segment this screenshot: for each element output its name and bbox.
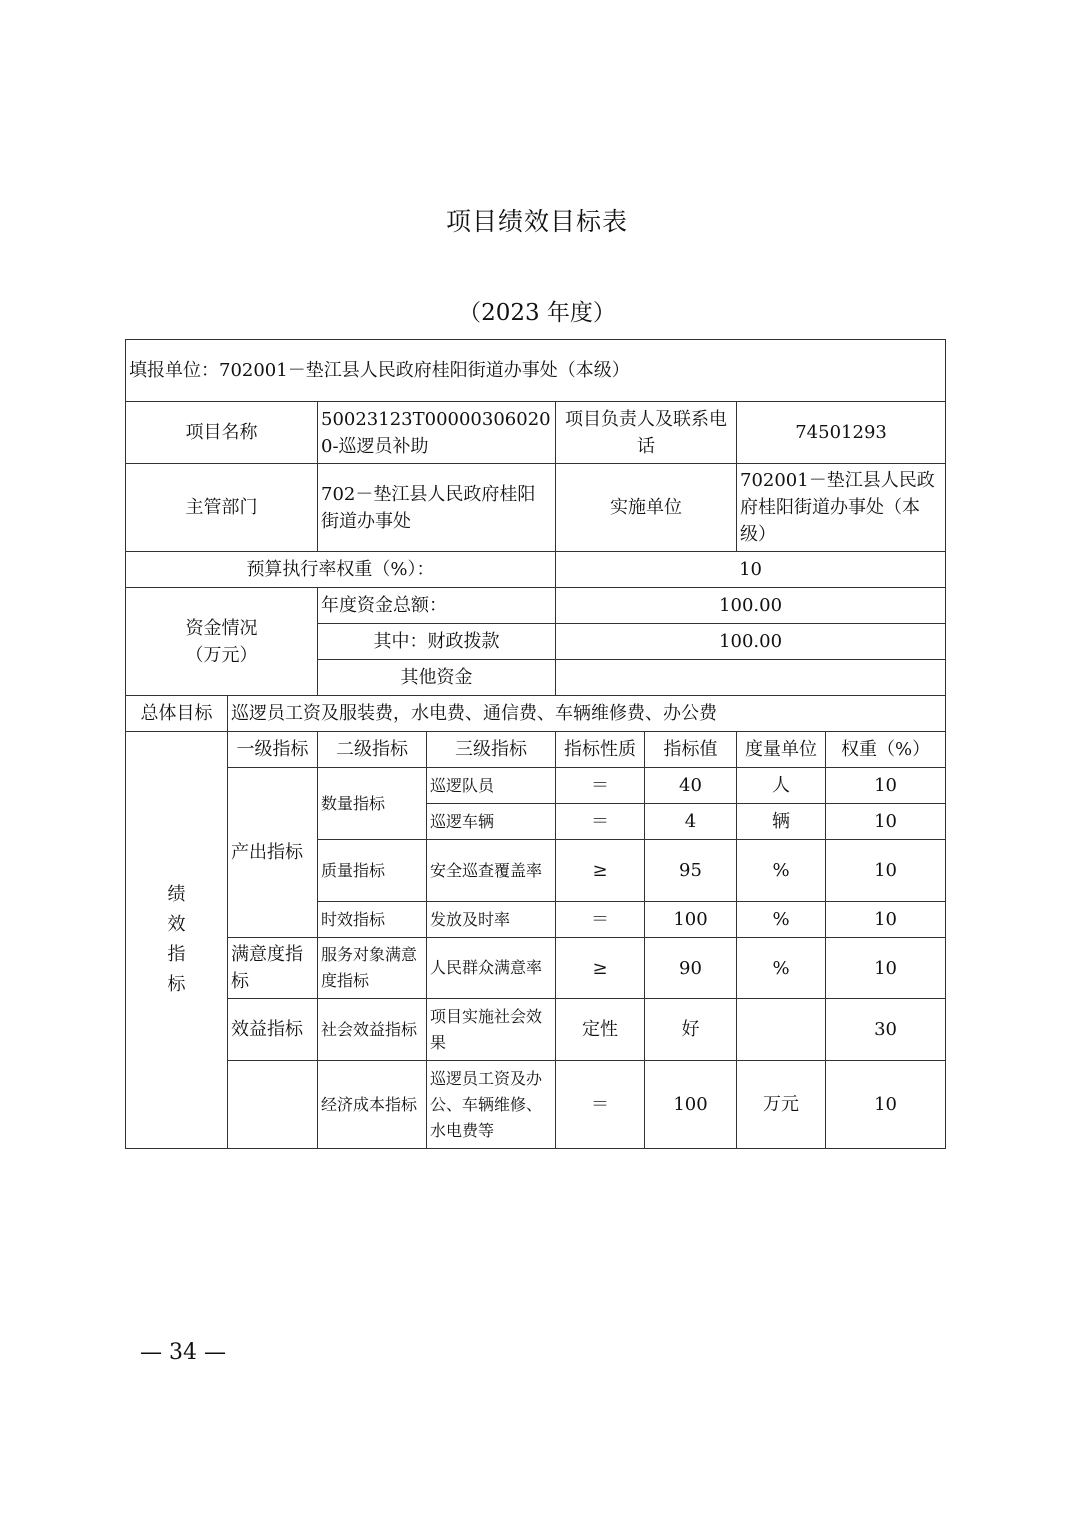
funds-other-value (556, 660, 946, 696)
row-nature: ＝ (556, 902, 645, 938)
funds-label-line1: 资金情况 (185, 617, 258, 639)
contact-value: 74501293 (737, 402, 946, 464)
row-name: 人民群众满意率 (427, 938, 556, 999)
sub-economic: 经济成本指标 (318, 1061, 427, 1149)
funds-label-line2: （万元） (185, 644, 258, 666)
contact-label: 项目负责人及联系电话 (556, 402, 737, 464)
row-name: 安全巡查覆盖率 (427, 840, 556, 902)
perf-label-char: 指 (167, 944, 186, 965)
table-row (126, 1061, 946, 1149)
row-value: 好 (645, 999, 737, 1061)
row-weight: 10 (826, 768, 946, 804)
row-weight: 10 (826, 938, 946, 999)
row-weight: 10 (826, 804, 946, 840)
row-unit: 万元 (737, 1061, 826, 1149)
row-unit (737, 999, 826, 1061)
goal-label: 总体目标 (126, 696, 228, 732)
impl-value: 702001－垫江县人民政府桂阳街道办事处（本级） (737, 464, 946, 552)
row-name: 巡逻车辆 (427, 804, 556, 840)
table-row (126, 768, 946, 804)
row-name: 项目实施社会效果 (427, 999, 556, 1061)
project-name-value: 50023123T000003060200-巡逻员补助 (318, 402, 556, 464)
table-row (126, 938, 946, 999)
row-value: 100 (645, 902, 737, 938)
row-nature: ≥ (556, 840, 645, 902)
impl-label: 实施单位 (556, 464, 737, 552)
sub-social: 社会效益指标 (318, 999, 427, 1061)
funds-fiscal-value: 100.00 (556, 624, 946, 660)
page-title: 项目绩效目标表 (445, 207, 628, 236)
row-value: 4 (645, 804, 737, 840)
row-weight: 10 (826, 840, 946, 902)
row-nature: ＝ (556, 768, 645, 804)
row-nature: 定性 (556, 999, 645, 1061)
row-nature: ＝ (556, 804, 645, 840)
row-value: 95 (645, 840, 737, 902)
sub-service: 服务对象满意度指标 (318, 938, 427, 999)
row-weight: 10 (826, 902, 946, 938)
table-row (126, 999, 946, 1061)
perf-label-char: 标 (167, 974, 186, 995)
header-level3: 三级指标 (427, 732, 556, 768)
header-level2: 二级指标 (318, 732, 427, 768)
row-value: 40 (645, 768, 737, 804)
row-unit: 辆 (737, 804, 826, 840)
funds-label (126, 588, 318, 696)
row-name: 巡逻员工资及办公、车辆维修、水电费等 (427, 1061, 556, 1149)
year-subtitle: （2023 年度） (458, 300, 616, 326)
funds-fiscal-label: 其中：财政拨款 (318, 624, 556, 660)
row-name: 发放及时率 (427, 902, 556, 938)
budget-weight-label: 预算执行率权重（%）： (126, 552, 556, 588)
group-output: 产出指标 (228, 768, 318, 938)
row-weight: 30 (826, 999, 946, 1061)
funds-other-label: 其他资金 (318, 660, 556, 696)
header-nature: 指标性质 (556, 732, 645, 768)
perf-label-char: 效 (167, 914, 186, 935)
performance-table (125, 339, 946, 1149)
perf-label (126, 732, 228, 1149)
sub-quality: 质量指标 (318, 840, 427, 902)
perf-label-char: 绩 (167, 884, 186, 905)
filler-unit: 填报单位：702001－垫江县人民政府桂阳街道办事处（本级） (126, 340, 946, 402)
project-name-label: 项目名称 (126, 402, 318, 464)
sub-quantity: 数量指标 (318, 768, 427, 840)
header-unit: 度量单位 (737, 732, 826, 768)
header-level1: 一级指标 (228, 732, 318, 768)
row-nature: ＝ (556, 1061, 645, 1149)
row-unit: % (737, 840, 826, 902)
row-nature: ≥ (556, 938, 645, 999)
group-benefit: 效益指标 (228, 999, 318, 1061)
budget-weight-value: 10 (556, 552, 946, 588)
row-unit: % (737, 902, 826, 938)
dept-value: 702－垫江县人民政府桂阳 街道办事处 (318, 464, 556, 552)
row-name: 巡逻队员 (427, 768, 556, 804)
row-value: 90 (645, 938, 737, 999)
goal-value: 巡逻员工资及服装费，水电费、通信费、车辆维修费、办公费 (228, 696, 946, 732)
dept-label: 主管部门 (126, 464, 318, 552)
row-weight: 10 (826, 1061, 946, 1149)
group-blank (228, 1061, 318, 1149)
header-weight: 权重（%） (826, 732, 946, 768)
funds-total-value: 100.00 (556, 588, 946, 624)
group-satisfaction: 满意度指标 (228, 938, 318, 999)
row-value: 100 (645, 1061, 737, 1149)
funds-total-label: 年度资金总额： (318, 588, 556, 624)
row-unit: % (737, 938, 826, 999)
header-value: 指标值 (645, 732, 737, 768)
page-number: — 34 — (140, 1340, 226, 1365)
sub-timeliness: 时效指标 (318, 902, 427, 938)
row-unit: 人 (737, 768, 826, 804)
